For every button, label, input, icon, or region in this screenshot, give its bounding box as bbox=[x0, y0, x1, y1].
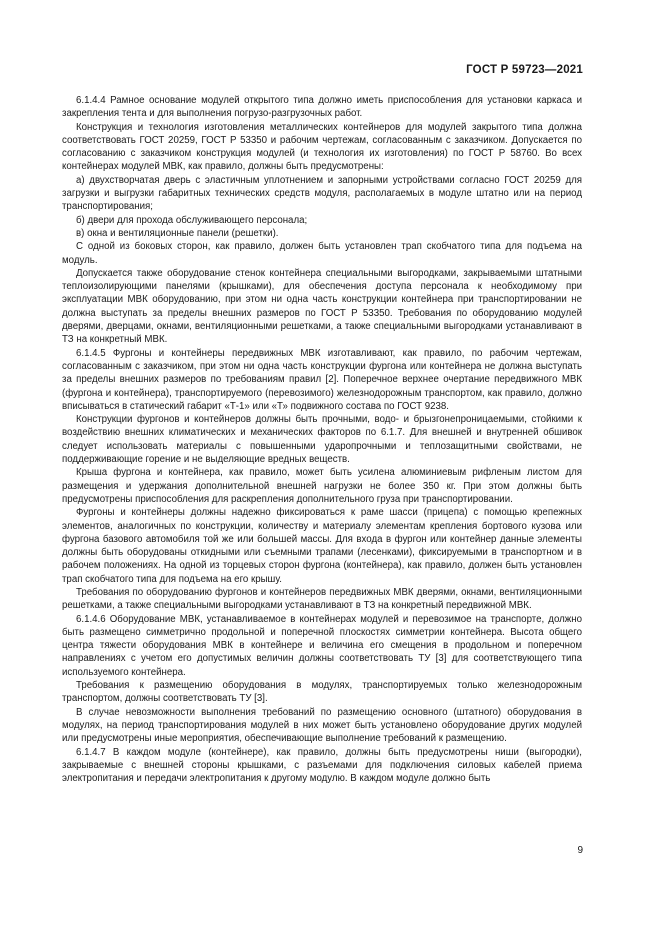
paragraph: 6.1.4.4 Рамное основание модулей открытого типа должно иметь приспособления для установки каркаса и закрепления тента и для выполнения погрузо-разгрузочных работ. bbox=[62, 95, 582, 120]
paragraph: В случае невозможности выполнения требований по размещению основного (штатного) оборудования в модулях, на период транспортирования модулей в них может быть установлено оборудование других модулей или предусмотрены иные мероприятия, обеспечивающие выполнение требований к размещению. bbox=[62, 706, 582, 745]
paragraph: 6.1.4.5 Фургоны и контейнеры передвижных МВК изготавливают, как правило, по рабочим чертежам, согласованным с заказчиком, при этом ни одна часть конструкции фургона или контейнера не должна выступать за пределы внешних размеров по требованиям правил [2]. Поперечное верхнее очертание передвижного МВК (фургона и контейнера), транспортируемого (перевозимого) железнодорожным транспортом, как правило, должно вписываться в статический габарит «Т-1» или «Т» подвижного состава по ГОСТ 9238. bbox=[62, 347, 582, 412]
list-item: в) окна и вентиляционные панели (решетки). bbox=[76, 227, 279, 239]
list-item: б) двери для прохода обслуживающего персонала; bbox=[76, 214, 308, 226]
paragraph: Фургоны и контейнеры должны надежно фиксироваться к раме шасси (прицепа) с помощью крепежных элементов, аналогичных по конструкции, количеству и материалу элементам крепления бортового кузова или фургона базового автомобиля той же или большей массы. Для входа в фургон или контейнер данные элементы должны быть оборудованы откидными или съемными трапами (лесенками), фиксируемыми в транспортном и в рабочем положениях. На одной из торцевых сторон фургона (контейнера), как правило, должен быть установлен трап скобчатого типа для подъема на его крышу. bbox=[62, 507, 582, 585]
paragraph: Требования к размещению оборудования в модулях, транспортируемых только железнодорожным транспортом, должны соответствовать ТУ [3]. bbox=[62, 680, 582, 705]
list-item: а) двухстворчатая дверь с эластичным уплотнением и запорными устройствами согласно ГОСТ 20259 для загрузки и выгрузки габаритных технических средств модуля, располагаемых в модуле штатно или на период транспортирования; bbox=[62, 174, 582, 213]
paragraph: Конструкции фургонов и контейнеров должны быть прочными, водо- и брызгонепроницаемыми, стойкими к воздействию внешних климатических и механических факторов по 6.1.7. Для внешней и внутренней обшивок следует использовать материалы с повышенными ударопрочными и теплозащитными свойствами, не поддерживающие горение и не выделяющие вредных веществ. bbox=[62, 414, 582, 466]
document-body bbox=[62, 94, 582, 785]
paragraph: 6.1.4.6 Оборудование МВК, устанавливаемое в контейнерах модулей и перевозимое на транспорте, должно быть размещено симметрично продольной и поперечной плоскостях симметрии контейнера. Высота общего центра тяжести оборудования МВК в контейнере и величина его смещения в продольном и поперечном направлениях с учетом его допустимых величин должны соответствовать ТУ [3] для соответствующего типа используемого контейнера. bbox=[62, 613, 582, 678]
paragraph: Крыша фургона и контейнера, как правило, может быть усилена алюминиевым рифленым листом для размещения и удержания дополнительной внешней нагрузки не более 350 кг. При этом должны быть предусмотрены приспособления для раскрепления дополнительного груза при транспортировании. bbox=[62, 467, 582, 505]
paragraph: 6.1.4.7 В каждом модуле (контейнере), как правило, должны быть предусмотрены ниши (выгородки), закрываемые с внешней стороны крышками, с разъемами для подключения силовых кабелей приема электропитания и передачи электропитания к другому модулю. В каждом модуле должно быть bbox=[62, 746, 582, 785]
paragraph: С одной из боковых сторон, как правило, должен быть установлен трап скобчатого типа для подъема на модуль. bbox=[62, 241, 582, 266]
paragraph: Требования по оборудованию фургонов и контейнеров передвижных МВК дверями, окнами, вентиляционными решетками, а также специальными выгородками устанавливают в ТЗ на конкретный передвижной МВК. bbox=[62, 586, 582, 612]
paragraph: Конструкция и технология изготовления металлических контейнеров для модулей закрытого типа должна соответствовать ГОСТ 20259, ГОСТ Р 53350 и рабочим чертежам, согласованным с заказчиком. Допускается по согласованию с заказчиком конструкция модулей (и технология их изготовления) по ГОСТ Р 58760. Во всех контейнерах модулей МВК, как правило, должны быть предусмотрены: bbox=[62, 121, 582, 173]
standard-designation: ГОСТ Р 59723—2021 bbox=[466, 64, 583, 76]
paragraph: Допускается также оборудование стенок контейнера специальными выгородками, закрываемыми штатными теплоизолирующими панелями (крышками), для обеспечения доступа персонала к необходимому при эксплуатации МВК оборудованию, при этом ни одна часть конструкции контейнера при транспортировании не должна выступать за пределы внешних размеров по ГОСТ Р 53350. Требования по оборудованию модулей дверями, дверцами, окнами, вентиляционными решетками, а также специальными выгородками устанавливают в ТЗ на конкретный МВК. bbox=[62, 267, 582, 346]
page-number: 9 bbox=[577, 845, 583, 856]
